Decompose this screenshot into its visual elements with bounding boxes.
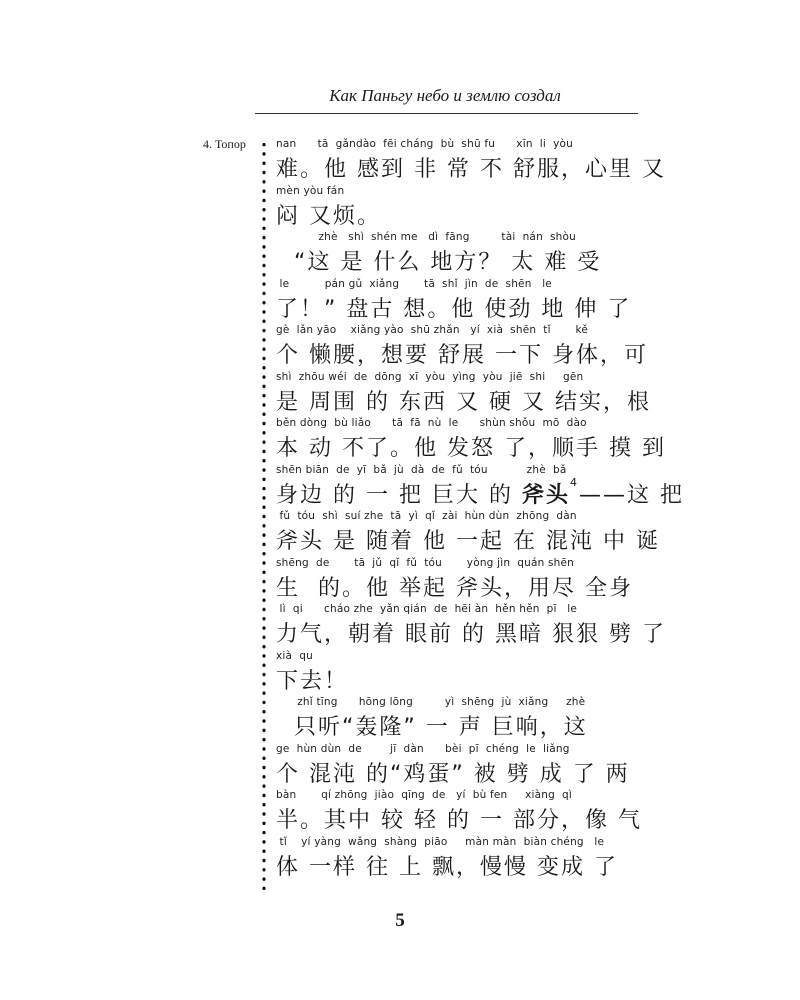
hanzi-segment: 身边 的 一 把 巨大 的 bbox=[276, 482, 522, 508]
pinyin-line: shēn biān de yī bǎ jù dà de fǔ tóu zhè bǎ bbox=[276, 463, 567, 476]
hanzi-line: 了！” 盘古 想。他 使劲 地 伸 了 bbox=[276, 296, 632, 322]
text-line bbox=[276, 278, 641, 325]
text-line bbox=[276, 743, 641, 790]
pinyin-line: zhè shì shén me dì fāng tài nán shòu bbox=[276, 231, 577, 243]
page-number: 5 bbox=[395, 910, 405, 931]
hanzi-line: 体 一样 往 上 飘，慢慢 变成 了 bbox=[276, 854, 618, 880]
text-line bbox=[276, 417, 666, 464]
pinyin-line: shì zhōu wéi de dōng xī yòu yìng yòu jiē shi gēn bbox=[276, 370, 584, 383]
pinyin-line: běn dòng bù liǎo tā fā nù le shùn shǒu mō dào bbox=[276, 417, 587, 429]
hanzi-line: 是 周围 的 东西 又 硬 又 结实，根 bbox=[276, 389, 651, 415]
glossed-word: 斧头 bbox=[521, 482, 570, 508]
header-rule bbox=[255, 113, 638, 114]
hanzi-line: 下去！ bbox=[276, 668, 349, 694]
text-line bbox=[276, 185, 641, 232]
hanzi-line: 个 混沌 的“鸡蛋” 被 劈 成 了 两 bbox=[276, 761, 630, 787]
text-block bbox=[276, 138, 684, 882]
pinyin-line: gè lǎn yāo xiǎng yào shū zhǎn yí xià shēn tǐ kě bbox=[276, 324, 589, 336]
pinyin-line: nan tā gǎndào fēi cháng bù shū fu xīn li yòu bbox=[276, 138, 573, 150]
text-line bbox=[276, 603, 666, 650]
hanzi-line: “这 是 什么 地方？ 太 难 受 bbox=[276, 250, 602, 275]
pinyin-line: zhǐ tīng hōng lōng yì shēng jù xiǎng zhè bbox=[276, 696, 586, 708]
dotted-margin-line bbox=[262, 140, 266, 890]
pinyin-line: fǔ tóu shì suí zhe tā yì qǐ zài hùn dùn zhōng dàn bbox=[276, 510, 577, 522]
hanzi-line: 生 的。他 举起 斧头，用尽 全身 bbox=[276, 575, 633, 601]
hanzi-line: 个 懒腰，想要 舒展 一下 身体，可 bbox=[276, 343, 648, 368]
pinyin-line: tǐ yí yàng wǎng shàng piāo màn màn biàn chéng le bbox=[276, 835, 605, 848]
pinyin-line: lì qi cháo zhe yǎn qián de hēi àn hěn hěn pī le bbox=[276, 603, 578, 615]
pinyin-line: bàn qí zhōng jiào qīng de yí bù fen xiàng qì bbox=[276, 789, 573, 801]
footnote-marker: 4 bbox=[569, 475, 579, 489]
hanzi-line: 力气，朝着 眼前 的 黑暗 狠狠 劈 了 bbox=[276, 622, 666, 647]
pinyin-line: mèn yòu fán bbox=[276, 184, 345, 197]
text-line bbox=[276, 789, 641, 836]
text-line bbox=[276, 836, 641, 883]
text-line bbox=[276, 463, 684, 511]
hanzi-line: 只听“轰隆” 一 声 巨响，这 bbox=[276, 715, 588, 740]
text-line bbox=[276, 696, 641, 743]
hanzi-line: 斧头 是 随着 他 一起 在 混沌 中 诞 bbox=[276, 529, 660, 554]
hanzi-line: 半。其中 较 轻 的 一 部分，像 气 bbox=[276, 808, 642, 833]
pinyin-line: shēng de tā jǔ qǐ fǔ tóu yòng jìn quán shēn bbox=[276, 556, 575, 569]
hanzi-line: 闷 又烦。 bbox=[276, 203, 381, 229]
pinyin-line: xià qu bbox=[276, 649, 313, 662]
hanzi-segment: ——这 把 bbox=[578, 482, 684, 508]
hanzi-line bbox=[276, 475, 684, 509]
hanzi-line: 本 动 不了。他 发怒 了，顺手 摸 到 bbox=[276, 436, 666, 461]
margin-footnote: 4. Топор bbox=[203, 137, 246, 151]
text-line bbox=[276, 557, 641, 604]
text-line bbox=[276, 650, 641, 697]
pinyin-line: ge hùn dùn de jī dàn bèi pī chéng le liǎng bbox=[276, 742, 570, 755]
text-line bbox=[276, 138, 666, 185]
text-line bbox=[276, 324, 648, 371]
text-line bbox=[276, 231, 641, 278]
pinyin-line: le pán gǔ xiǎng tā shǐ jìn de shēn le bbox=[276, 277, 552, 290]
text-line bbox=[276, 510, 660, 557]
running-header: Как Паньгу небо и землю создал bbox=[329, 86, 561, 105]
hanzi-line: 难。他 感到 非 常 不 舒服，心里 又 bbox=[276, 157, 666, 182]
text-line bbox=[276, 370, 651, 418]
